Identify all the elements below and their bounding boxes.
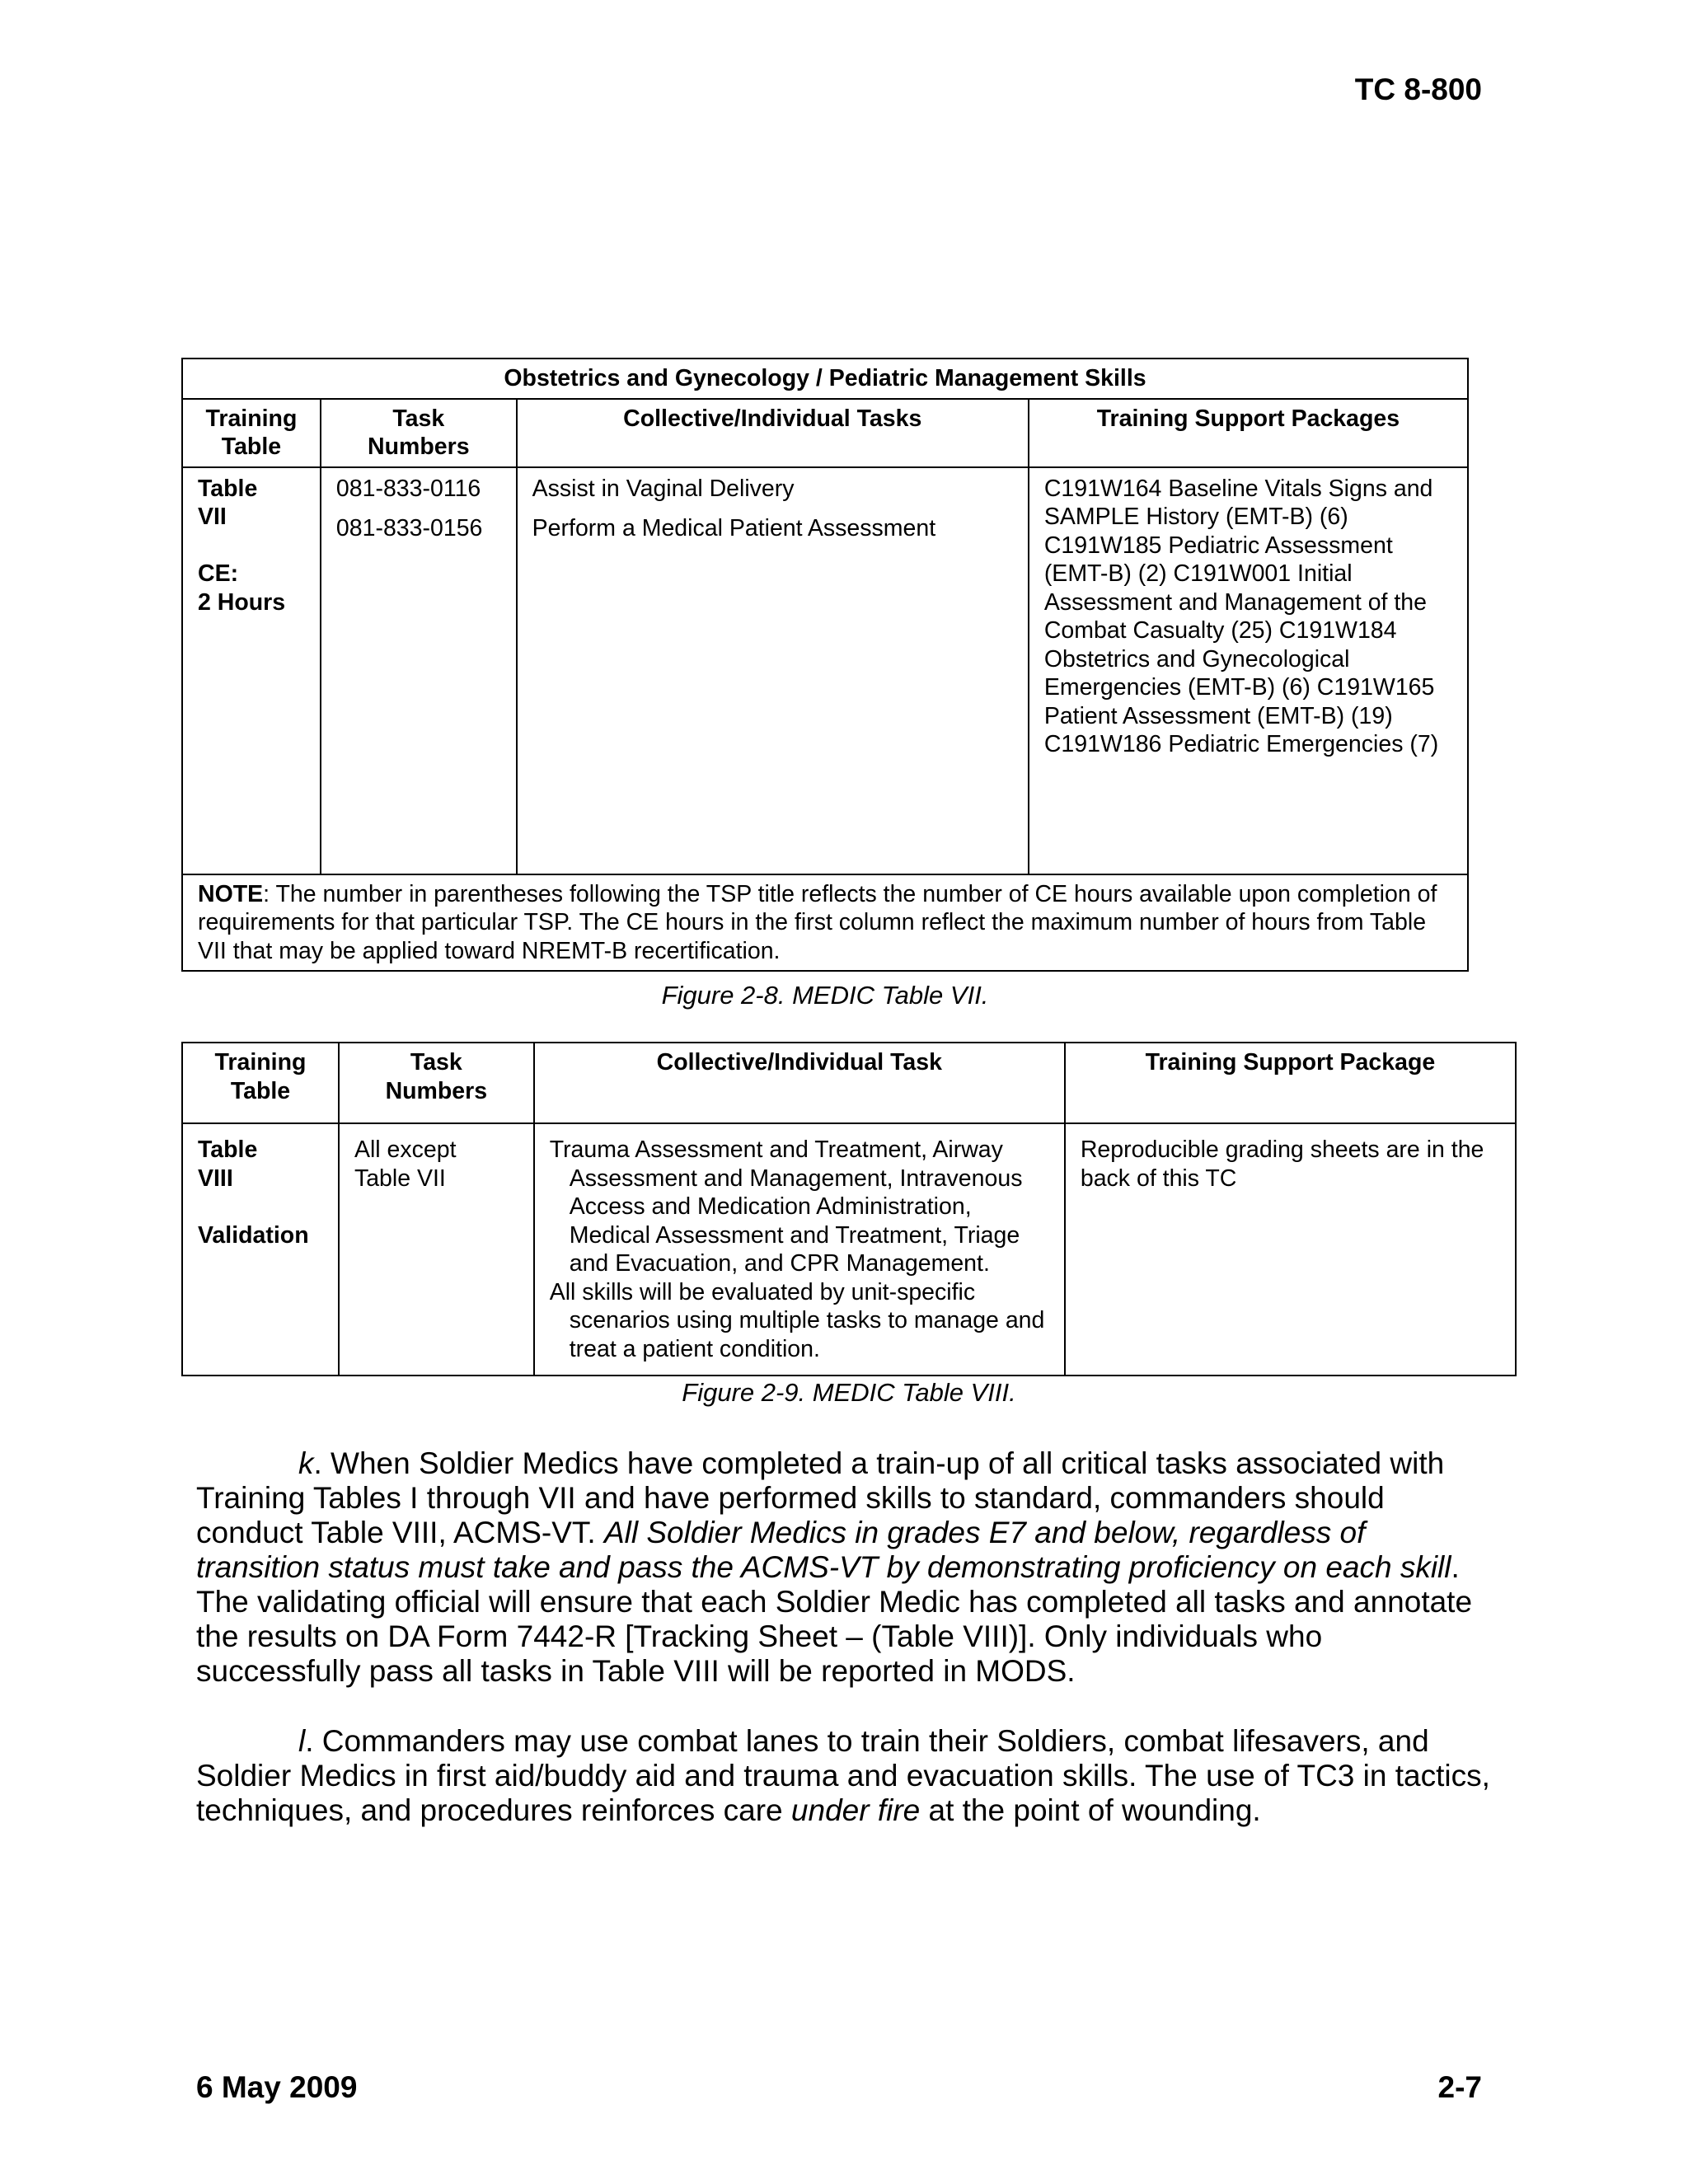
table-note [182, 874, 1468, 972]
task-numbers-cell: 081-833-0116 081-833-0156 [321, 467, 517, 874]
note-text: : The number in parentheses following the TSP title reflects the number of CE hours available upon completion of requirements for that particular TSP. The CE hours in the first column reflect the maximum number of hours from Table VII that may be applied toward NREMT-B recertification. [198, 880, 1437, 964]
task-numbers-cell: All except Table VII [339, 1123, 534, 1376]
tasks-cell: Trauma Assessment and Treatment, Airway Assessment and Management, Intravenous Access and Medication Administration, Medical Assessment and Treatment, Triage and Evacuation, and CPR Management. All skills will be evaluated by unit-specific scenarios using multiple tasks to manage and treat a patient condition. [534, 1123, 1065, 1376]
table-row [182, 467, 1468, 874]
paragraph-k: k. When Soldier Medics have completed a train-up of all critical tasks associated with Training Tables I through VII and have performed skills to standard, commanders should conduct Table VIII, ACMS-VT. All Soldier Medics in grades E7 and below, regardless of transition status must take and pass the ACMS-VT by demonstrating proficiency on each skill. The validating official will ensure that each Soldier Medic has completed all tasks and annotate the results on DA Form 7442-R [Tracking Sheet – (Table VIII)]. Only individuals who successfully pass all tasks in Table VIII will be reported in MODS. [196, 1446, 1473, 1688]
figure-caption-2-9: Figure 2-9. MEDIC Table VIII. [682, 1378, 1016, 1407]
table-row [182, 1123, 1516, 1376]
footer-date: 6 May 2009 [196, 2070, 358, 2104]
col-header-task-numbers: Task Numbers [321, 399, 517, 467]
page-number: 2-7 [1437, 2070, 1482, 2104]
col-header-training-table: Training Table [182, 399, 321, 467]
tsp-cell: C191W164 Baseline Vitals Signs and SAMPLE History (EMT-B) (6) C191W185 Pediatric Assessment (EMT-B) (2) C191W001 Initial Assessment and Management of the Combat Casualty (25) C191W184 Obstetrics and Gynecological Emergencies (EMT-B) (6) C191W165 Patient Assessment (EMT-B) (19) C191W186 Pediatric Emergencies (7) [1029, 467, 1468, 874]
figure-caption-2-8: Figure 2-8. MEDIC Table VII. [661, 981, 989, 1010]
paragraph-l: l. Commanders may use combat lanes to train their Soldiers, combat lifesavers, and Soldier Medics in first aid/buddy aid and trauma and evacuation skills. The use of TC3 in tactics, techniques, and procedures reinforces care under fire at the point of wounding. [196, 1724, 1490, 1827]
tsp-cell: Reproducible grading sheets are in the back of this TC [1065, 1123, 1516, 1376]
medic-table-viii [181, 1042, 1517, 1376]
col-header-tasks: Collective/Individual Tasks [517, 399, 1029, 467]
col-header-tsp: Training Support Packages [1029, 399, 1468, 467]
paragraph-letter: k [298, 1446, 314, 1480]
training-table-cell: Table VIII Validation [182, 1123, 339, 1376]
note-label: NOTE [198, 880, 264, 907]
paragraph-emphasis: under fire [790, 1793, 921, 1827]
paragraph-emphasis: All Soldier Medics in grades E7 and below, regardless of transition status must take and pass the ACMS-VT by demonstrating proficiency on each skill [196, 1516, 1451, 1584]
tasks-cell: Assist in Vaginal Delivery Perform a Medical Patient Assessment [517, 467, 1029, 874]
training-table-cell: Table VII CE: 2 Hours [182, 467, 321, 874]
table-title: Obstetrics and Gynecology / Pediatric Management Skills [182, 359, 1468, 399]
col-header-training-table: Training Table [182, 1043, 339, 1123]
paragraph-letter: l [298, 1724, 306, 1758]
document-id: TC 8-800 [1354, 73, 1482, 106]
medic-table-vii [181, 358, 1469, 972]
col-header-task: Collective/Individual Task [534, 1043, 1065, 1123]
col-header-task-numbers: Task Numbers [339, 1043, 534, 1123]
col-header-tsp: Training Support Package [1065, 1043, 1516, 1123]
